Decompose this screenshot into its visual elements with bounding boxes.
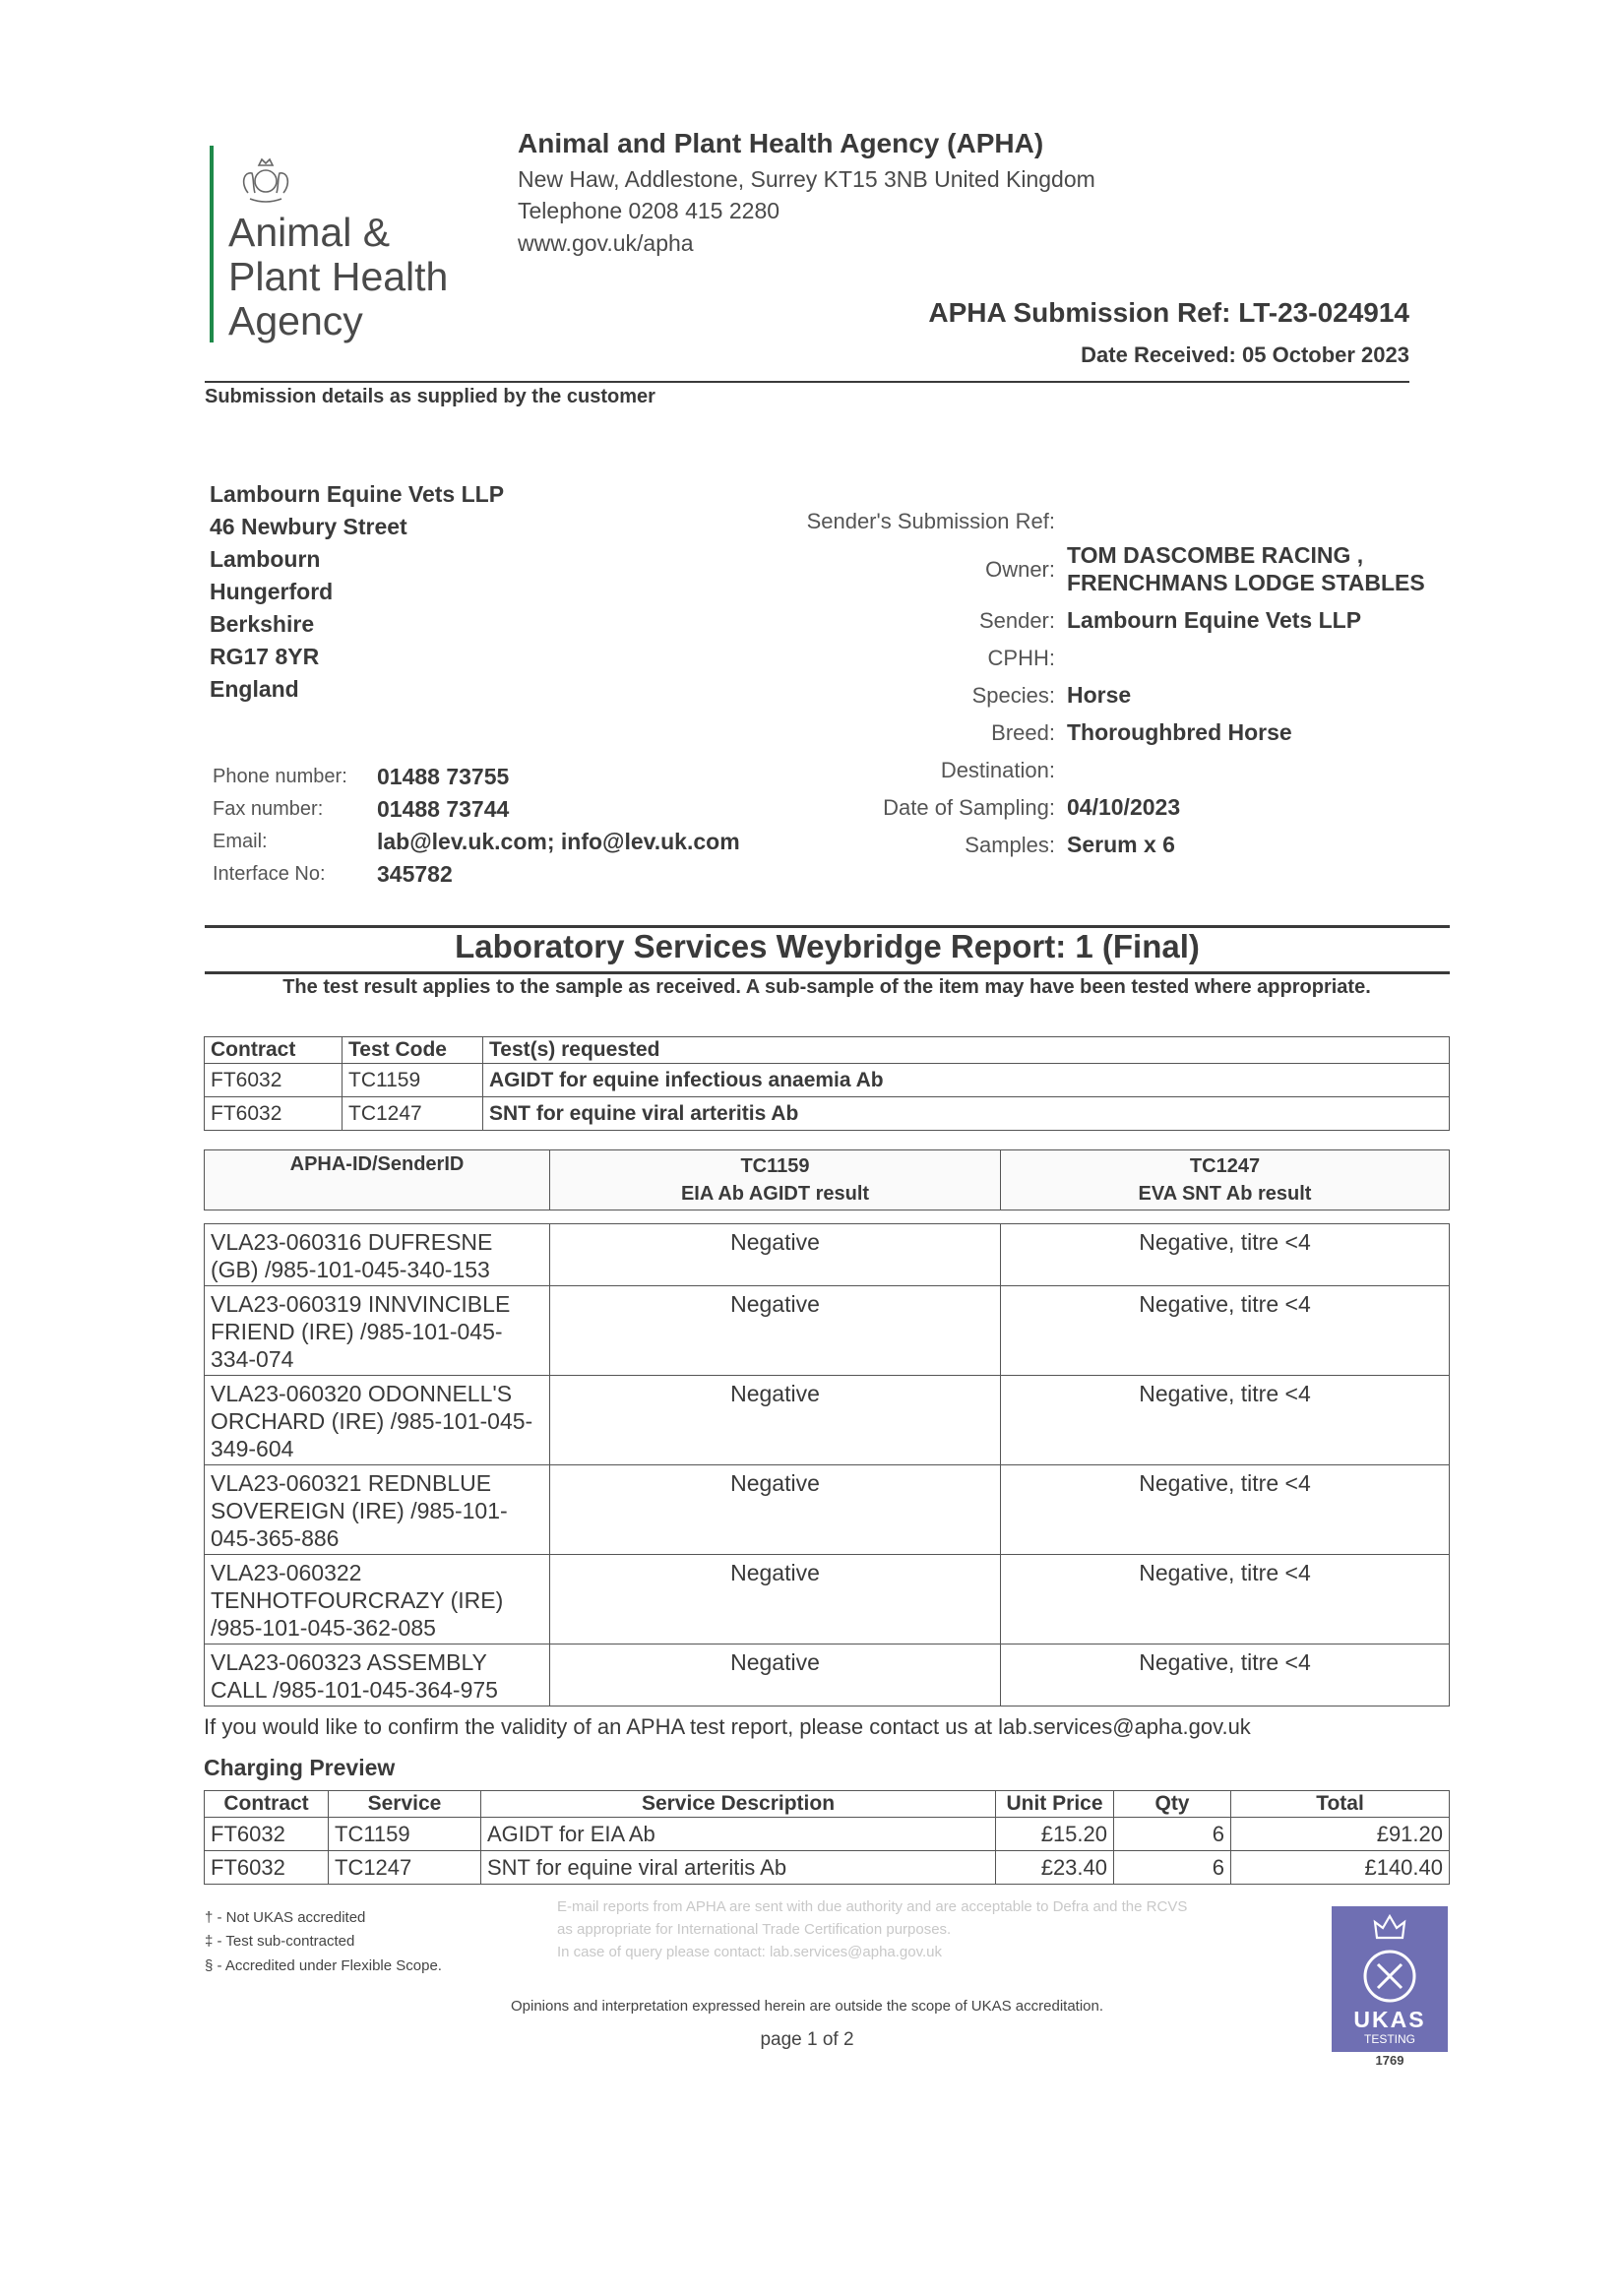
opinions-note: Opinions and interpretation expressed herein are outside the scope of UKAS accreditation. bbox=[510, 1998, 1104, 2015]
logo-line: Plant Health bbox=[228, 254, 449, 299]
senders-ref-label: Sender's Submission Ref: bbox=[806, 509, 1055, 533]
owner-label: Owner: bbox=[985, 557, 1055, 582]
contract-cell: FT6032 bbox=[205, 1818, 329, 1851]
contract-cell: FT6032 bbox=[205, 1851, 329, 1885]
test-description-cell: SNT for equine viral arteritis Ab bbox=[483, 1097, 1450, 1131]
sender-label: Sender: bbox=[978, 608, 1055, 633]
eia-result-cell: Negative bbox=[550, 1644, 1001, 1706]
address-line: England bbox=[210, 676, 299, 702]
column-header: APHA-ID/SenderID bbox=[205, 1150, 550, 1210]
address-line: 46 Newbury Street bbox=[210, 514, 407, 539]
service-cell: TC1159 bbox=[329, 1818, 481, 1851]
charging-title: Charging Preview bbox=[204, 1755, 396, 1780]
breed-label: Breed: bbox=[991, 720, 1055, 745]
column-header: Qty bbox=[1114, 1791, 1231, 1818]
column-header: Total bbox=[1231, 1791, 1450, 1818]
logo-line: Agency bbox=[228, 298, 363, 343]
address-line: Lambourn bbox=[210, 546, 321, 572]
validity-note: If you would like to confirm the validity of an APHA test report, please contact us at lab.services@apha.gov.uk bbox=[204, 1714, 1251, 1739]
cphh-label: CPHH: bbox=[987, 646, 1055, 670]
email-label: Email: bbox=[213, 831, 268, 852]
agency-website: www.gov.uk/apha bbox=[518, 230, 694, 256]
sample-id-cell: VLA23-060320 ODONNELL'S ORCHARD (IRE) /985-101-045-349-604 bbox=[205, 1376, 550, 1465]
ukas-testing-label: TESTING bbox=[1363, 2032, 1415, 2046]
sender-value: Lambourn Equine Vets LLP bbox=[1067, 607, 1362, 633]
date-received-value: 05 October 2023 bbox=[1242, 342, 1409, 367]
table-row bbox=[205, 1465, 1450, 1555]
ukas-accreditation-number: 1769 bbox=[1375, 2053, 1404, 2068]
test-name: EVA SNT Ab result bbox=[1138, 1183, 1312, 1205]
total-cell: £91.20 bbox=[1231, 1818, 1450, 1851]
customer-address bbox=[210, 478, 504, 706]
table-row bbox=[205, 1555, 1450, 1644]
date-received-label: Date Received: bbox=[1081, 342, 1236, 367]
logo-green-bar bbox=[210, 146, 214, 342]
agency-address: New Haw, Addlestone, Surrey KT15 3NB United Kingdom bbox=[518, 166, 1095, 192]
eva-result-cell: Negative, titre <4 bbox=[1001, 1555, 1450, 1644]
submission-caption: Submission details as supplied by the customer bbox=[205, 386, 655, 407]
address-line: RG17 8YR bbox=[210, 644, 320, 669]
fax-label: Fax number: bbox=[213, 798, 324, 820]
test-code-cell: TC1159 bbox=[343, 1064, 483, 1097]
footnote-not-ukas: † - Not UKAS accredited bbox=[205, 1909, 366, 1926]
test-name: EIA Ab AGIDT result bbox=[680, 1183, 870, 1205]
species-label: Species: bbox=[971, 683, 1055, 708]
address-line: Berkshire bbox=[210, 611, 315, 637]
email-value: lab@lev.uk.com; info@lev.uk.com bbox=[377, 829, 740, 854]
table-row bbox=[205, 1064, 1450, 1097]
qty-cell: 6 bbox=[1114, 1818, 1231, 1851]
email-authority-text: E-mail reports from APHA are sent with due authority and are acceptable to Defra and the RCVS as appropriate for International Trade Certification purposes. bbox=[557, 1898, 1188, 1938]
sampling-date-value: 04/10/2023 bbox=[1067, 794, 1181, 820]
qty-cell: 6 bbox=[1114, 1851, 1231, 1885]
test-description-cell: AGIDT for equine infectious anaemia Ab bbox=[483, 1064, 1450, 1097]
phone-value: 01488 73755 bbox=[377, 764, 510, 789]
date-received bbox=[1081, 342, 1409, 368]
column-header bbox=[550, 1150, 1001, 1210]
contract-cell: FT6032 bbox=[205, 1097, 343, 1131]
query-contact-text: In case of query please contact: lab.services@apha.gov.uk bbox=[557, 1944, 943, 1960]
agency-phone: Telephone 0208 415 2280 bbox=[518, 198, 780, 223]
footnote-sub-contracted: ‡ - Test sub-contracted bbox=[205, 1933, 355, 1950]
sample-id-cell: VLA23-060321 REDNBLUE SOVEREIGN (IRE) /985-101-045-365-886 bbox=[205, 1465, 550, 1555]
total-cell: £140.40 bbox=[1231, 1851, 1450, 1885]
owner-line: FRENCHMANS LODGE STABLES bbox=[1067, 570, 1425, 595]
table-row bbox=[205, 1851, 1450, 1885]
divider bbox=[205, 971, 1450, 974]
test-code: TC1247 bbox=[1189, 1155, 1261, 1177]
column-header: Contract bbox=[205, 1037, 343, 1064]
results-table bbox=[204, 1223, 1450, 1706]
table-row bbox=[205, 1286, 1450, 1376]
column-header: Unit Price bbox=[996, 1791, 1114, 1818]
agency-name: Animal and Plant Health Agency (APHA) bbox=[518, 128, 1044, 158]
address-line: Lambourn Equine Vets LLP bbox=[210, 481, 505, 507]
samples-value: Serum x 6 bbox=[1067, 832, 1175, 857]
results-header-table bbox=[204, 1149, 1450, 1210]
column-header: Service bbox=[329, 1791, 481, 1818]
destination-label: Destination: bbox=[940, 758, 1055, 782]
ukas-name: UKAS bbox=[1353, 2007, 1426, 2032]
royal-crest-icon bbox=[226, 150, 305, 209]
table-header-row bbox=[205, 1150, 1450, 1210]
crown-icon bbox=[1373, 1912, 1406, 1942]
table-row bbox=[205, 1376, 1450, 1465]
column-header bbox=[1001, 1150, 1450, 1210]
species-value: Horse bbox=[1067, 682, 1132, 708]
table-row bbox=[205, 1097, 1450, 1131]
eia-result-cell: Negative bbox=[550, 1224, 1001, 1286]
eva-result-cell: Negative, titre <4 bbox=[1001, 1376, 1450, 1465]
ukas-emblem-icon bbox=[1361, 1948, 1418, 2005]
eia-result-cell: Negative bbox=[550, 1465, 1001, 1555]
column-header: Test(s) requested bbox=[483, 1037, 1450, 1064]
eia-result-cell: Negative bbox=[550, 1555, 1001, 1644]
sample-id-cell: VLA23-060322 TENHOTFOURCRAZY (IRE) /985-101-045-362-085 bbox=[205, 1555, 550, 1644]
interface-value: 345782 bbox=[377, 861, 453, 887]
samples-label: Samples: bbox=[965, 833, 1055, 857]
fax-value: 01488 73744 bbox=[377, 796, 510, 822]
divider bbox=[205, 381, 1409, 383]
test-code: TC1159 bbox=[740, 1155, 810, 1177]
table-row bbox=[205, 1818, 1450, 1851]
logo-line: Animal & bbox=[228, 210, 391, 255]
sample-id-cell: VLA23-060319 INNVINCIBLE FRIEND (IRE) /985-101-045-334-074 bbox=[205, 1286, 550, 1376]
address-line: Hungerford bbox=[210, 579, 334, 604]
page-number: page 1 of 2 bbox=[760, 2029, 854, 2050]
tests-requested-table bbox=[204, 1036, 1450, 1131]
table-header-row bbox=[205, 1037, 1450, 1064]
column-header: Service Description bbox=[481, 1791, 996, 1818]
service-cell: TC1247 bbox=[329, 1851, 481, 1885]
eva-result-cell: Negative, titre <4 bbox=[1001, 1286, 1450, 1376]
sampling-date-label: Date of Sampling: bbox=[883, 795, 1055, 820]
report-title: Laboratory Services Weybridge Report: 1 (Final) bbox=[455, 928, 1200, 964]
sample-id-cell: VLA23-060316 DUFRESNE (GB) /985-101-045-340-153 bbox=[205, 1224, 550, 1286]
charging-table bbox=[204, 1790, 1450, 1885]
table-row bbox=[205, 1224, 1450, 1286]
email-report-note bbox=[557, 1895, 1207, 1963]
test-code-cell: TC1247 bbox=[343, 1097, 483, 1131]
test-note: The test result applies to the sample as received. A sub-sample of the item may have been tested where appropriate. bbox=[282, 976, 1371, 998]
unit-price-cell: £23.40 bbox=[996, 1851, 1114, 1885]
submission-ref-value: LT-23-024914 bbox=[1238, 297, 1409, 328]
owner-line: TOM DASCOMBE RACING , bbox=[1067, 542, 1364, 568]
unit-price-cell: £15.20 bbox=[996, 1818, 1114, 1851]
phone-label: Phone number: bbox=[213, 766, 347, 787]
breed-value: Thoroughbred Horse bbox=[1067, 719, 1292, 745]
eva-result-cell: Negative, titre <4 bbox=[1001, 1224, 1450, 1286]
eva-result-cell: Negative, titre <4 bbox=[1001, 1644, 1450, 1706]
column-header: Test Code bbox=[343, 1037, 483, 1064]
ukas-badge bbox=[1332, 1906, 1448, 2052]
submission-ref bbox=[928, 297, 1409, 329]
column-header: Contract bbox=[205, 1791, 329, 1818]
footnote-flexible-scope: § - Accredited under Flexible Scope. bbox=[205, 1957, 442, 1974]
interface-label: Interface No: bbox=[213, 863, 326, 885]
contract-cell: FT6032 bbox=[205, 1064, 343, 1097]
eia-result-cell: Negative bbox=[550, 1376, 1001, 1465]
sample-id-cell: VLA23-060323 ASSEMBLY CALL /985-101-045-364-975 bbox=[205, 1644, 550, 1706]
table-header-row bbox=[205, 1791, 1450, 1818]
eva-result-cell: Negative, titre <4 bbox=[1001, 1465, 1450, 1555]
service-description-cell: AGIDT for EIA Ab bbox=[481, 1818, 996, 1851]
logo-wordmark bbox=[228, 211, 448, 343]
table-row bbox=[205, 1644, 1450, 1706]
submission-ref-label: APHA Submission Ref: bbox=[928, 297, 1231, 328]
service-description-cell: SNT for equine viral arteritis Ab bbox=[481, 1851, 996, 1885]
eia-result-cell: Negative bbox=[550, 1286, 1001, 1376]
